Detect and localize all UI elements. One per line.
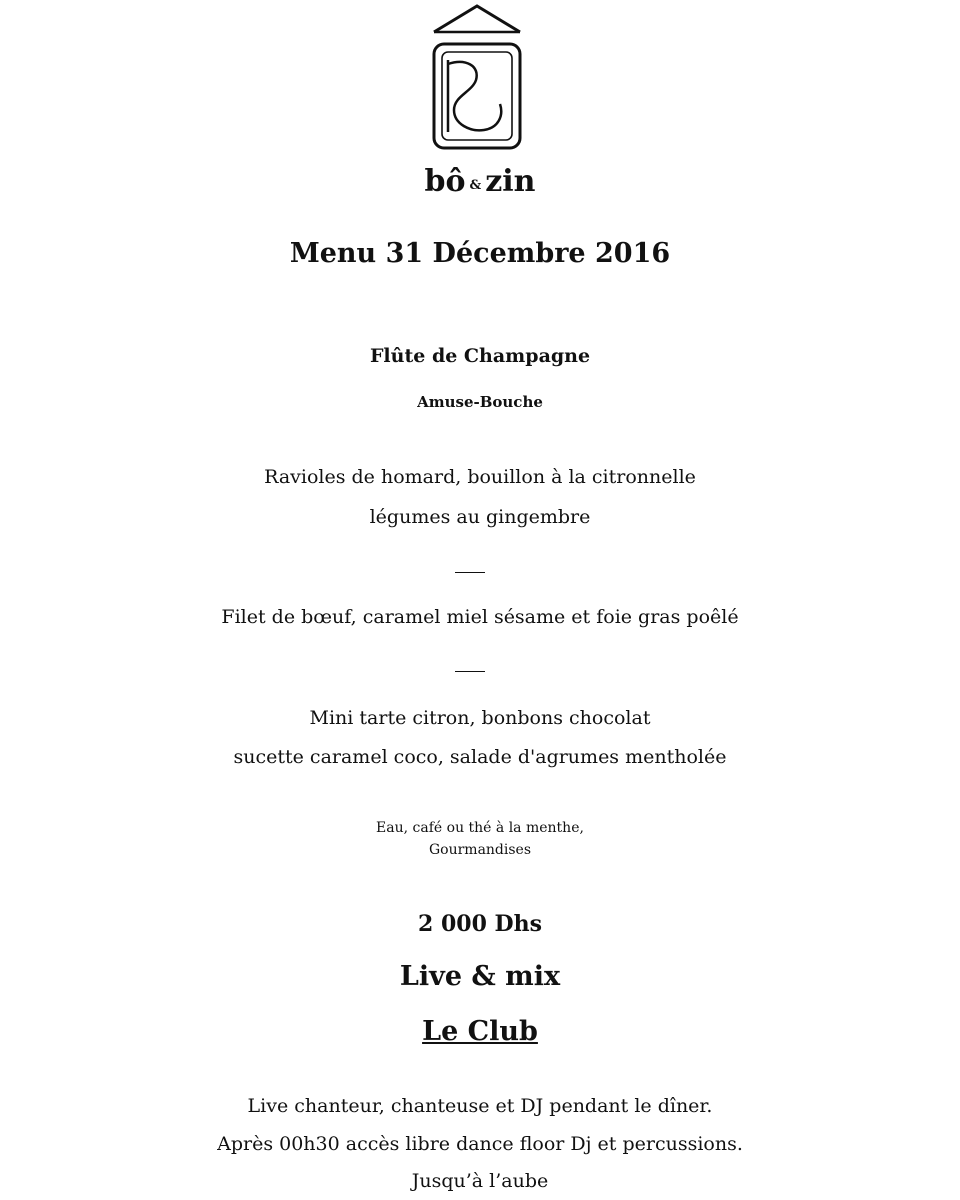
price: 2 000 Dhs (417, 911, 542, 937)
course-separator (455, 572, 485, 573)
main-course-line: Filet de bœuf, caramel miel sésame et foie gras poêlé (221, 606, 739, 628)
course-separator (455, 671, 485, 672)
dessert-line-1: Mini tarte citron, bonbons chocolat (309, 707, 651, 729)
bo-zin-house-logo-icon (426, 4, 528, 154)
extras-line-2: Gourmandises (428, 842, 532, 858)
brand-ampersand: & (469, 178, 482, 193)
brand-name-right: zin (485, 164, 536, 199)
club-line-1: Live chanteur, chanteuse et DJ pendant le dîner. (247, 1095, 713, 1117)
starter-line-2: légumes au gingembre (369, 506, 591, 528)
extras-line-1: Eau, café ou thé à la menthe, (376, 820, 584, 836)
brand-name (0, 164, 960, 199)
dessert-line-2: sucette caramel coco, salade d'agrumes mentholée (233, 746, 727, 768)
aperitif-drink: Flûte de Champagne (369, 345, 591, 367)
club-heading: Le Club (422, 1016, 538, 1047)
menu-title: Menu 31 Décembre 2016 (289, 238, 671, 269)
brand-name-left: bô (424, 164, 466, 199)
club-line-2: Après 00h30 accès libre dance floor Dj et percussions. (217, 1133, 743, 1155)
amuse-bouche: Amuse-Bouche (417, 393, 543, 411)
live-mix-heading: Live & mix (399, 961, 561, 992)
starter-line-1: Ravioles de homard, bouillon à la citronnelle (264, 466, 696, 488)
club-line-3: Jusqu’à l’aube (411, 1170, 549, 1192)
